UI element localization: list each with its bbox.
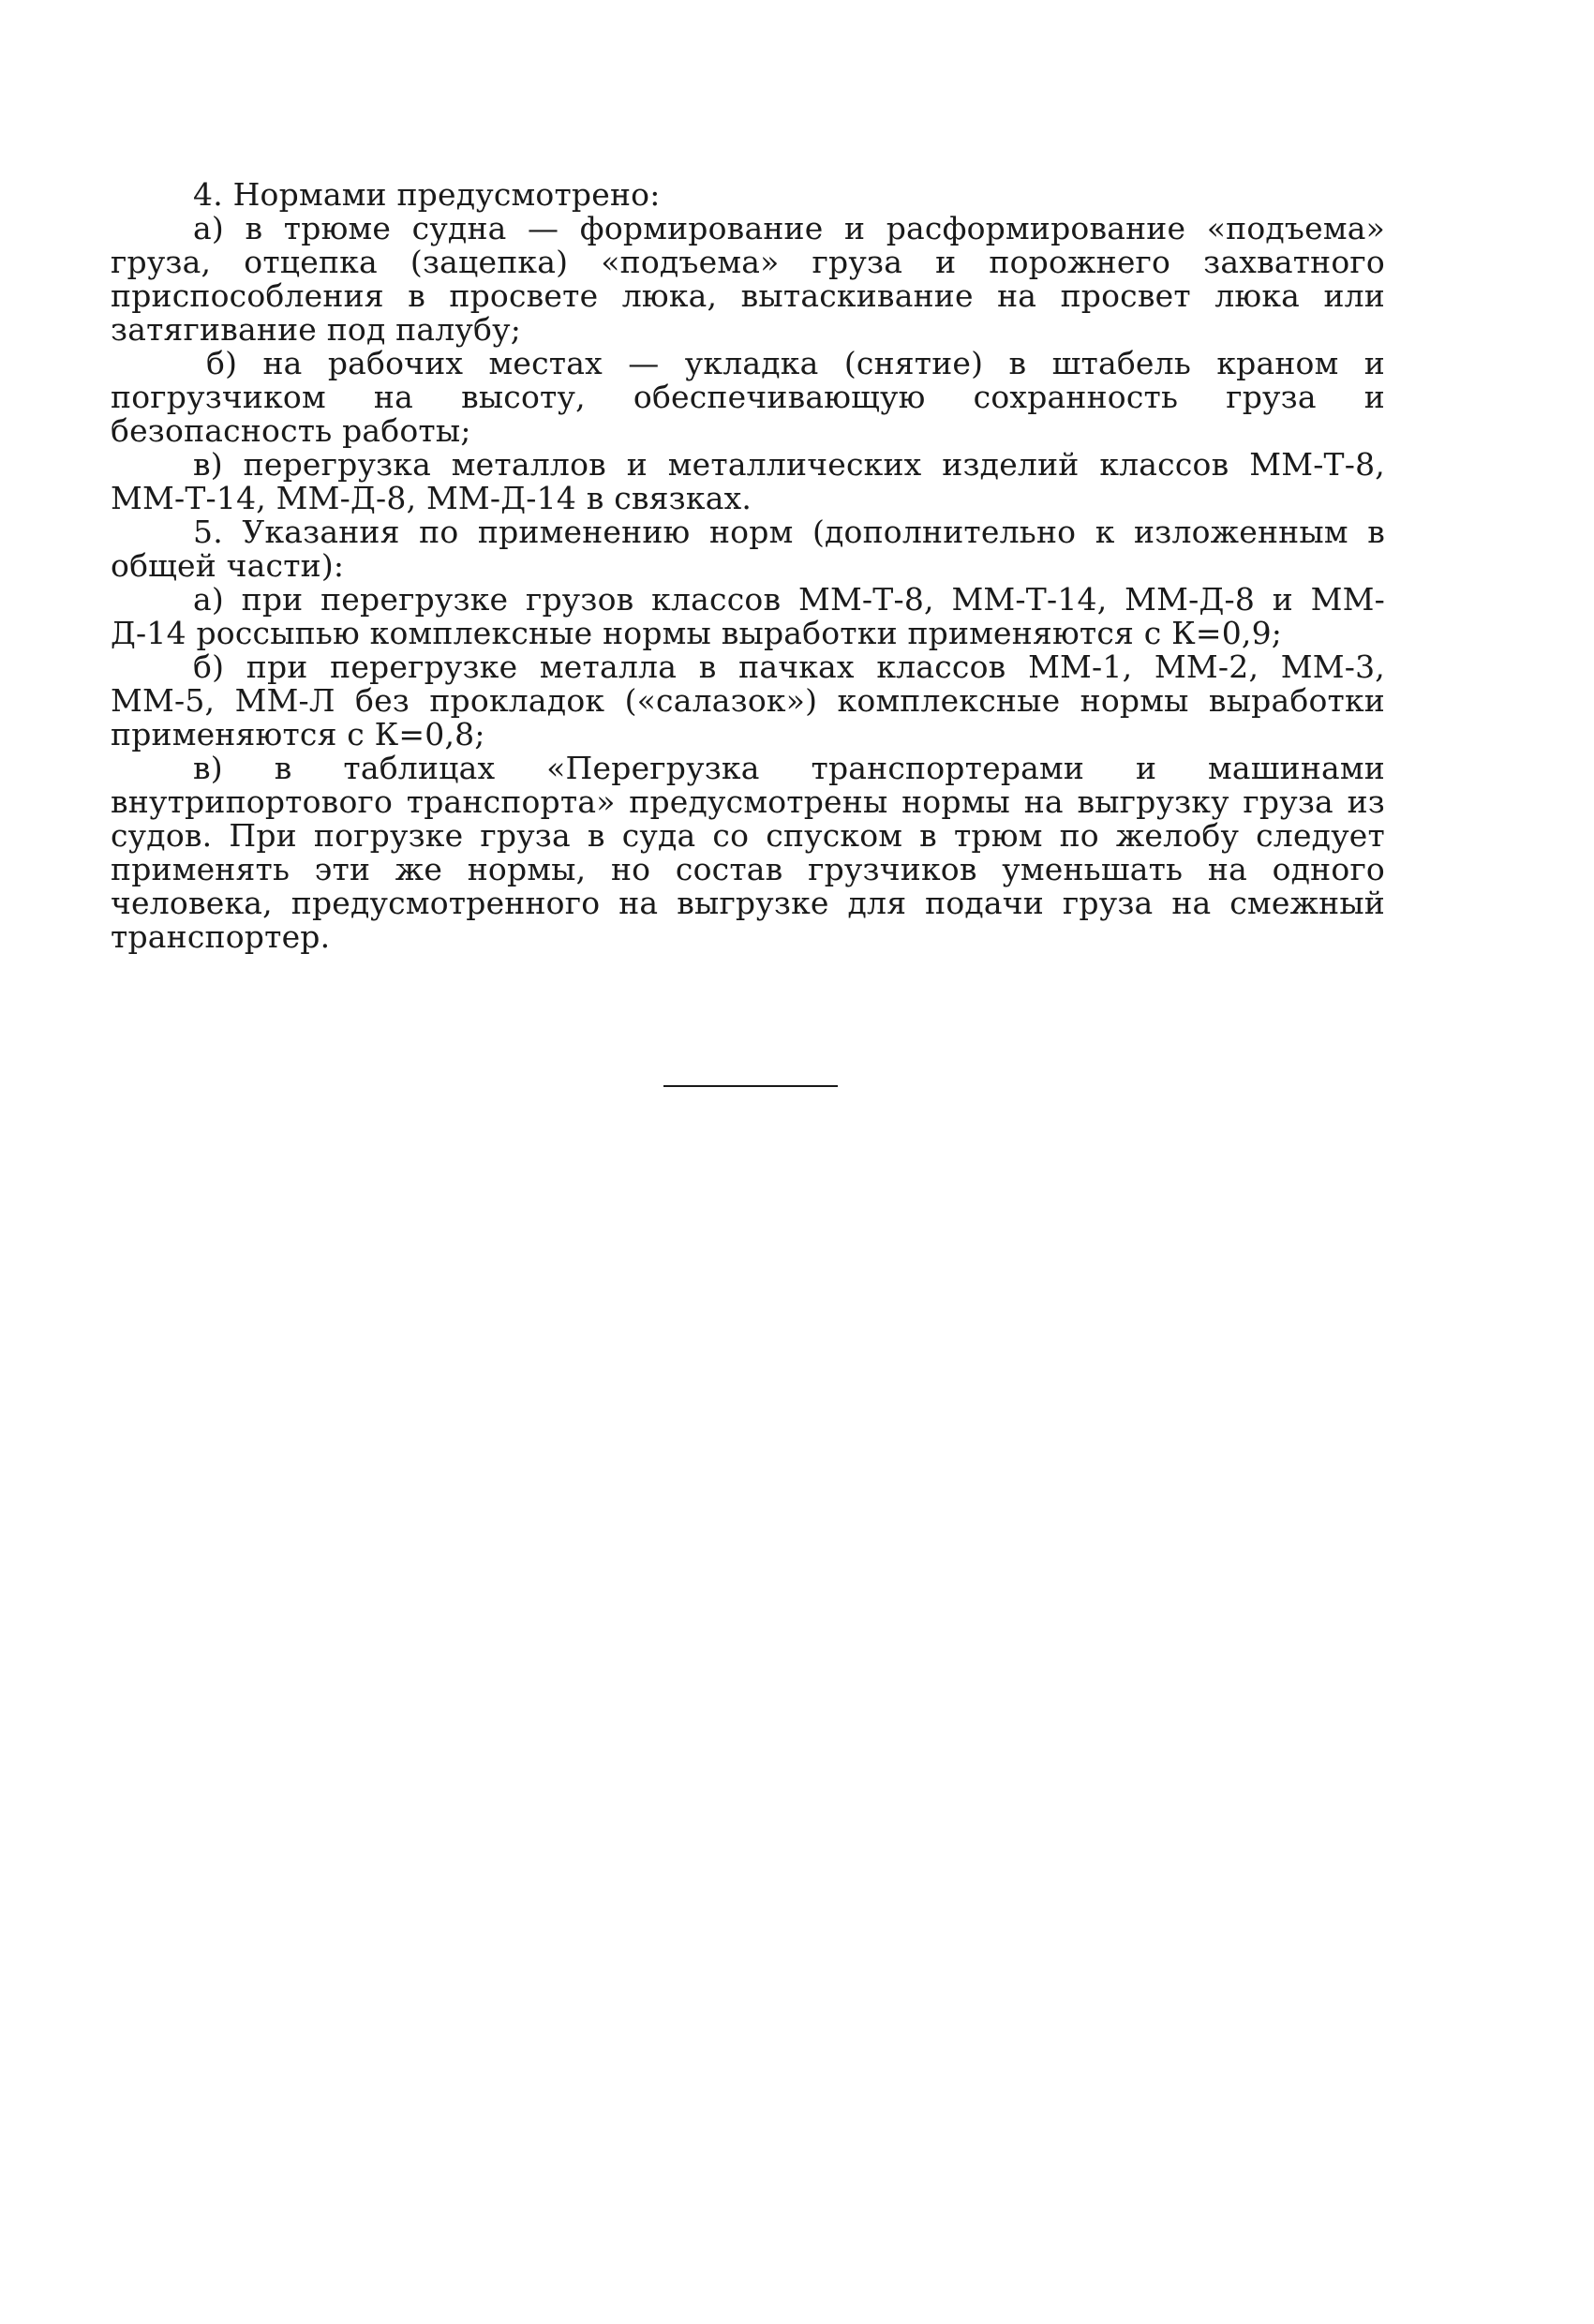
section-4-item-b: б) на рабочих местах — укладка (снятие) в штабель краном и погрузчиком на высоту, обеспечивающую сохранность груза и безопасность работы; (111, 345, 1385, 449)
section-5-item-a: а) при перегрузке грузов классов ММ-Т-8, ММ-Т-14, ММ-Д-8 и ММ-Д-14 россыпью комплексные нормы выработки применяются с К=0,9; (111, 581, 1385, 651)
section-4-heading: 4. Нормами предусмотрено: (193, 176, 661, 213)
section-5-item-b: б) при перегрузке металла в пачках классов ММ-1, ММ-2, ММ-3, ММ-5, ММ-Л без прокладок («салазок») комплексные нормы выработки применяются с К=0,8; (111, 648, 1385, 752)
end-divider-line (663, 1085, 838, 1087)
section-4-item-v: в) перегрузка металлов и металлических изделий классов ММ-Т-8, ММ-Т-14, ММ-Д-8, ММ-Д-14 в связках. (111, 446, 1385, 516)
document-body (111, 178, 1385, 954)
section-4-item-a: а) в трюме судна — формирование и расформирование «подъема» груза, отцепка (зацепка) «подъема» груза и порожнего захватного приспособления в просвете люка, вытаскивание на просвет люка или затягивание под палубу; (111, 210, 1385, 348)
section-5-heading: 5. Указания по применению норм (дополнительно к изложенным в общей части): (111, 514, 1385, 584)
section-5-item-v: в) в таблицах «Перегрузка транспортерами и машинами внутрипортового транспорта» предусмотрены нормы на выгрузку груза из судов. При погрузке груза в суда со спуском в трюм по желобу следует применять эти же нормы, но состав грузчиков уменьшать на одного человека, предусмотренного на выгрузке для подачи груза на смежный транспортер. (111, 750, 1385, 955)
